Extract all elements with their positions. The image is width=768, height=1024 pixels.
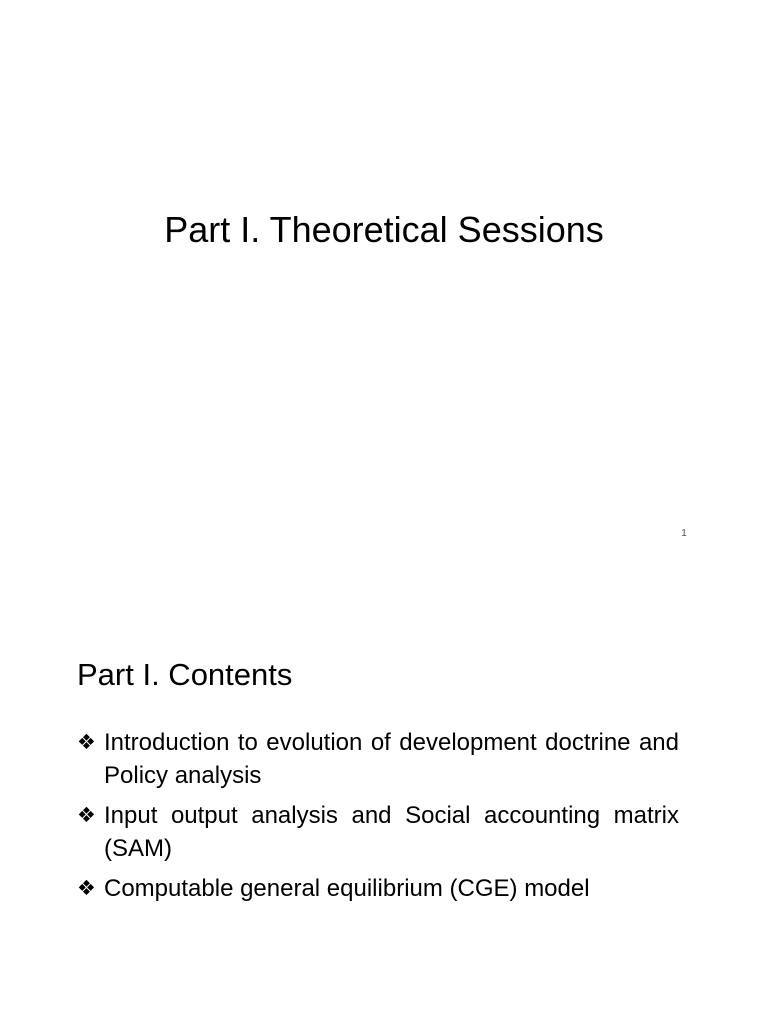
diamond-bullet-icon: ❖ — [77, 876, 96, 900]
list-item — [77, 872, 679, 905]
slide-page-number: 1 — [681, 528, 687, 539]
list-item-text: Introduction to evolution of development doctrine and Policy analysis — [104, 729, 679, 789]
slide-2 — [0, 590, 768, 1024]
list-item — [77, 799, 679, 865]
list-item-text: Input output analysis and Social accounting matrix (SAM) — [104, 802, 679, 862]
contents-list — [77, 726, 679, 912]
list-item — [77, 726, 679, 792]
diamond-bullet-icon: ❖ — [77, 730, 96, 754]
list-item-text: Computable general equilibrium (CGE) model — [104, 875, 590, 902]
slide-title: Part I. Theoretical Sessions — [164, 209, 604, 250]
diamond-bullet-icon: ❖ — [77, 803, 96, 827]
slide-title: Part I. Contents — [77, 657, 293, 692]
